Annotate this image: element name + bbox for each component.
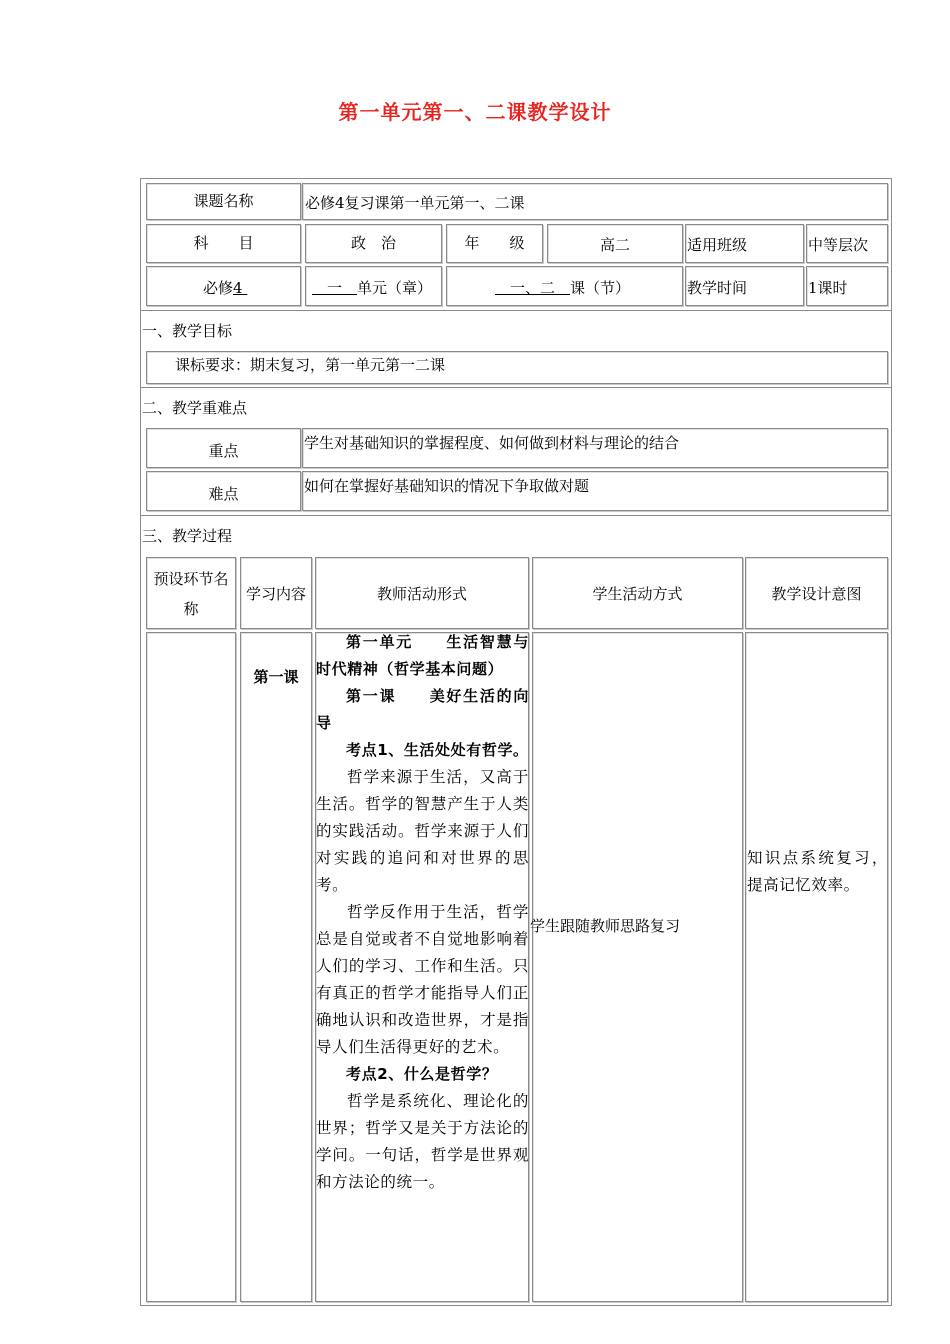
book-number: 4	[233, 279, 243, 297]
header-teacher: 教师活动形式	[376, 585, 467, 603]
difficult-value-cell	[302, 471, 888, 511]
course-label: 课题名称	[193, 192, 254, 210]
key-value: 学生对基础知识的掌握程度、如何做到材料与理论的结合	[304, 434, 680, 452]
header-intent-cell	[745, 557, 888, 629]
unit-blank: 一	[312, 279, 358, 297]
header-teacher-cell	[315, 557, 529, 629]
paragraph-1: 哲学来源于生活，又高于生活。哲学的智慧产生于人类的实践活动。哲学来源于人们对实践的追问和对世界的思考。	[316, 768, 529, 894]
point1-heading: 考点1、生活处处有哲学。	[346, 741, 529, 759]
header-stage-line1: 预设环节名	[153, 570, 229, 588]
header-student-cell	[532, 557, 743, 629]
header-content-cell	[240, 557, 312, 629]
time-value: 1课时	[808, 279, 848, 297]
class-value: 中等层次	[808, 236, 869, 254]
key-label: 重点	[208, 442, 239, 460]
subject-label: 科 目	[193, 234, 254, 252]
grade-label-cell	[446, 224, 543, 263]
book-cell	[146, 266, 301, 306]
objectives-heading: 一、教学目标	[142, 322, 233, 340]
header-stage-line2: 称	[183, 600, 199, 618]
objectives-content: 课标要求：期末复习，第一单元第一二课	[175, 356, 446, 374]
teacher-activity	[316, 629, 529, 1196]
key-points-heading: 二、教学重难点	[142, 399, 248, 417]
lesson-cell	[446, 266, 683, 306]
difficult-label: 难点	[208, 485, 239, 503]
point2-heading: 考点2、什么是哲学？	[346, 1065, 498, 1083]
unit-text	[312, 278, 432, 298]
time-label: 教学时间	[687, 279, 748, 297]
subject-value-cell	[305, 224, 442, 263]
row-intent-cell	[745, 632, 888, 1302]
grade-label: 年 级	[464, 234, 525, 252]
class-label-cell	[685, 224, 804, 263]
process-heading: 三、教学过程	[142, 527, 233, 545]
grade-value: 高二	[599, 236, 630, 254]
header-content: 学习内容	[245, 585, 306, 603]
time-label-cell	[685, 266, 804, 306]
book-text	[203, 278, 247, 298]
lesson-heading: 第一课 美好生活的向导	[316, 687, 529, 732]
subject-label-cell	[146, 224, 301, 263]
key-value-cell	[302, 428, 888, 468]
unit-heading: 第一单元 生活智慧与时代精神（哲学基本问题）	[316, 633, 529, 678]
lesson-blank: 一、二	[495, 279, 571, 297]
section-key-points	[141, 387, 891, 427]
header-student: 学生活动方式	[592, 585, 683, 603]
time-value-cell	[806, 266, 888, 306]
unit-cell	[305, 266, 442, 306]
subject-value: 政 治	[350, 234, 396, 252]
key-label-cell	[146, 428, 301, 468]
class-value-cell	[806, 224, 888, 263]
class-label: 适用班级	[687, 236, 748, 254]
row-intent-text: 知识点系统复习，提高记忆效率。	[747, 849, 888, 894]
course-value-cell	[302, 183, 888, 220]
section-process	[141, 515, 891, 555]
section-objectives	[141, 310, 891, 350]
course-value: 必修4复习课第一单元第一、二课	[305, 194, 525, 212]
lesson-text	[495, 278, 630, 298]
course-label-cell	[146, 183, 301, 220]
lesson-suffix: 课（节）	[570, 279, 631, 297]
row-stage-cell	[146, 632, 236, 1302]
header-stage-cell	[146, 557, 236, 629]
objectives-cell	[146, 351, 888, 384]
row-content-text: 第一课	[253, 668, 299, 686]
row-teacher-cell	[315, 632, 529, 1302]
unit-suffix: 单元（章）	[357, 279, 433, 297]
difficult-value: 如何在掌握好基础知识的情况下争取做对题	[304, 477, 590, 495]
book-prefix: 必修	[203, 279, 234, 297]
grade-value-cell	[547, 224, 683, 263]
paragraph-3: 哲学是系统化、理论化的世界；哲学又是关于方法论的学问。一句话，哲学是世界观和方法论的统一。	[316, 1092, 529, 1191]
header-intent: 教学设计意图	[771, 585, 862, 603]
document-title: 第一单元第一、二课教学设计	[338, 100, 612, 124]
paragraph-2: 哲学反作用于生活，哲学总是自觉或者不自觉地影响着人们的学习、工作和生活。只有真正的哲学才能指导人们正确地认识和改造世界，才是指导人们生活得更好的艺术。	[316, 903, 529, 1056]
difficult-label-cell	[146, 471, 301, 511]
row-content-cell	[240, 632, 312, 1302]
row-student-text: 学生跟随教师思路复习	[530, 917, 681, 935]
row-student-cell	[532, 632, 743, 1302]
